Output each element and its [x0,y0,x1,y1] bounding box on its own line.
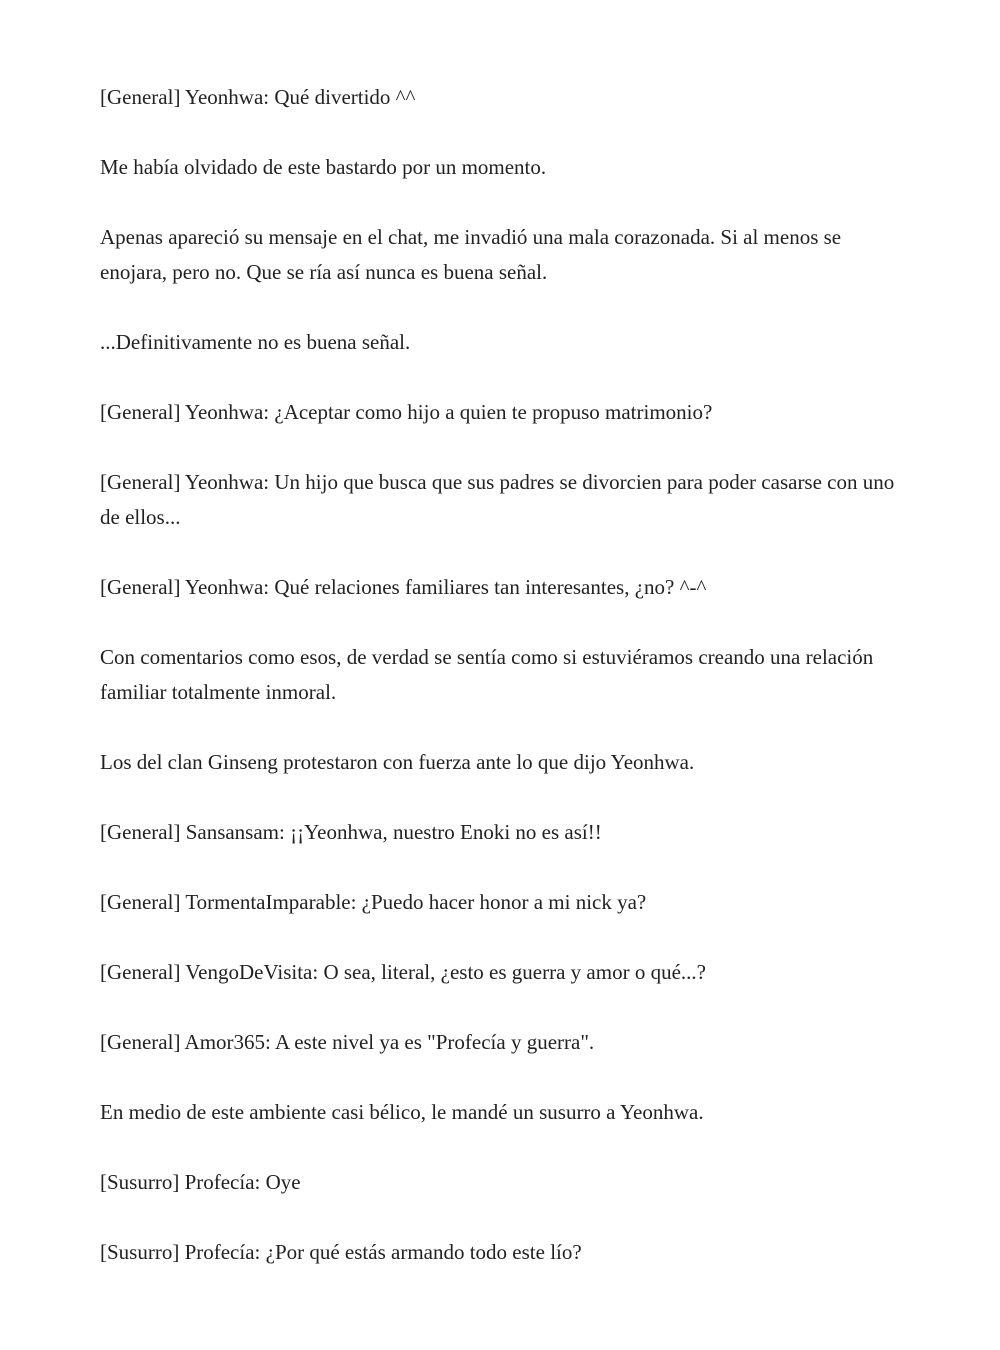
chat-line: [General] Yeonhwa: Qué divertido ^^ [100,85,416,109]
narration-paragraph: En medio de este ambiente casi bélico, le mandé un susurro a Yeonhwa. [100,1100,704,1124]
whisper-line: [Susurro] Profecía: Oye [100,1170,301,1194]
chat-line: [General] Yeonhwa: Qué relaciones familiares tan interesantes, ¿no? ^-^ [100,575,707,599]
narration-paragraph: Con comentarios como esos, de verdad se sentía como si estuviéramos creando una relación familiar totalmente inmoral. [100,645,874,704]
whisper-line: [Susurro] Profecía: ¿Por qué estás armando todo este lío? [100,1240,582,1264]
narration-paragraph: Me había olvidado de este bastardo por un momento. [100,155,547,179]
chat-line: [General] Amor365: A este nivel ya es "Profecía y guerra". [100,1030,595,1054]
narration-paragraph: ...Definitivamente no es buena señal. [100,330,411,354]
narration-paragraph: Apenas apareció su mensaje en el chat, me invadió una mala corazonada. Si al menos se enojara, pero no. Que se ría así nunca es buena señal. [100,225,842,284]
chat-line: [General] Sansansam: ¡¡Yeonhwa, nuestro Enoki no es así!! [100,820,602,844]
chat-line: [General] Yeonhwa: ¿Aceptar como hijo a quien te propuso matrimonio? [100,400,713,424]
chat-line: [General] TormentaImparable: ¿Puedo hacer honor a mi nick ya? [100,890,647,914]
chat-line: [General] VengoDeVisita: O sea, literal, ¿esto es guerra y amor o qué...? [100,960,706,984]
document-page [100,80,910,1305]
narration-paragraph: Los del clan Ginseng protestaron con fuerza ante lo que dijo Yeonhwa. [100,750,695,774]
chat-line: [General] Yeonhwa: Un hijo que busca que sus padres se divorcien para poder casarse con uno de ellos... [100,470,895,529]
